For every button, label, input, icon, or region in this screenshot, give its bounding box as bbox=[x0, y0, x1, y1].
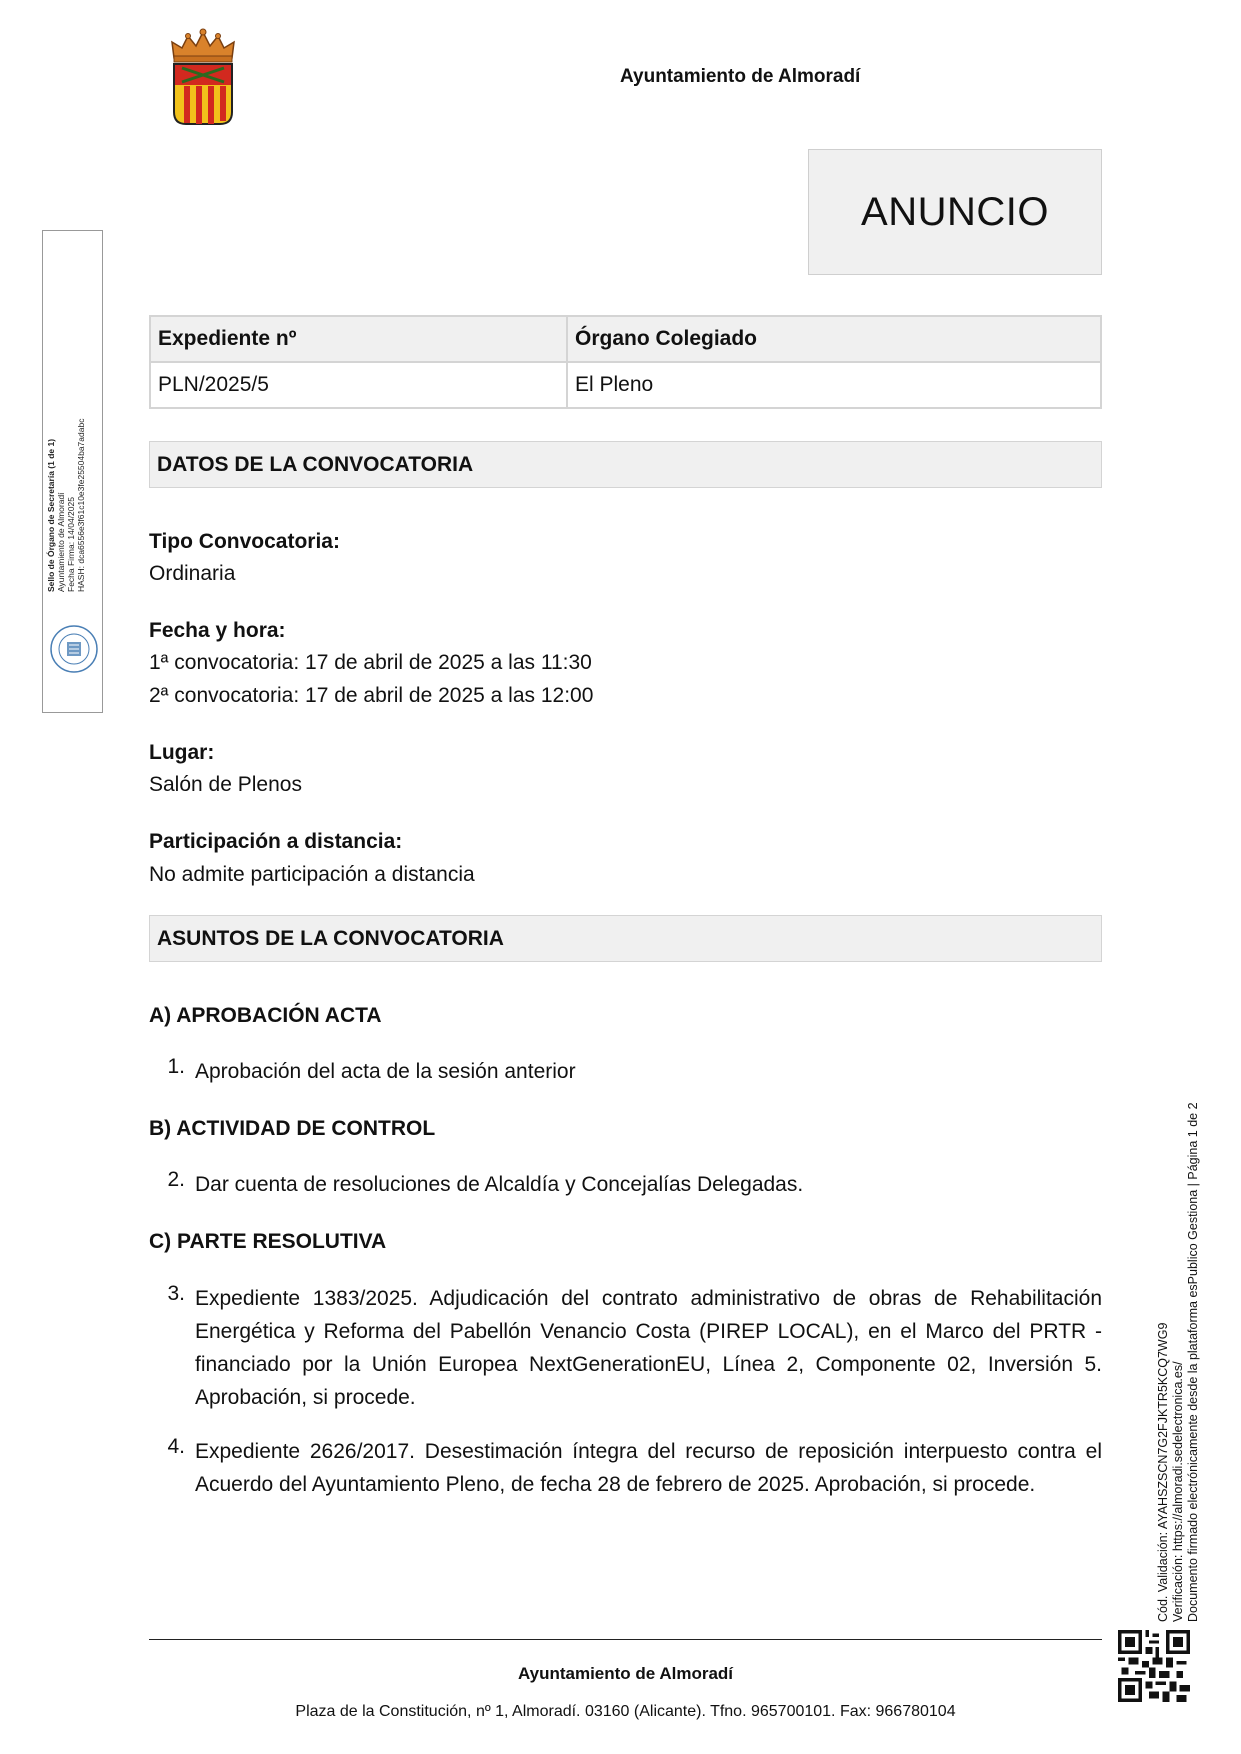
item-text: Dar cuenta de resoluciones de Alcaldía y Concejalías Delegadas. bbox=[195, 1173, 804, 1196]
fecha-first: 1ª convocatoria: 17 de abril de 2025 a las 11:30 bbox=[149, 651, 592, 674]
expediente-table bbox=[149, 315, 1102, 409]
seal-text bbox=[46, 372, 86, 592]
list-item bbox=[149, 1282, 1102, 1414]
seal-line-4: HASH: dca6556e3f61c10e3fe25504ba7adabc bbox=[76, 418, 86, 592]
group-heading-a: A) APROBACIÓN ACTA bbox=[149, 1004, 382, 1027]
item-text: Aprobación del acta de la sesión anterior bbox=[195, 1060, 576, 1083]
footer-organization: Ayuntamiento de Almoradí bbox=[517, 1664, 734, 1683]
fecha-second: 2ª convocatoria: 17 de abril de 2025 a las 12:00 bbox=[149, 684, 594, 707]
group-heading-b: B) ACTIVIDAD DE CONTROL bbox=[149, 1117, 436, 1140]
validation-text bbox=[1156, 1092, 1201, 1622]
list-item bbox=[149, 1435, 1102, 1501]
fecha-label: Fecha y hora: bbox=[149, 619, 286, 642]
item-text: Expediente 1383/2025. Adjudicación del contrato administrativo de obras de Rehabilitación Energética y Reforma del Pabellón Venancio Costa (PIREP LOCAL), en el Marco del PRTR - financiado por la Unión Europea NextGenerationEU, Línea 2, Componente 02, Inversión 5. Aprobación, si procede. bbox=[195, 1287, 1102, 1409]
item-number: 3. bbox=[167, 1282, 185, 1305]
list-item bbox=[149, 1168, 1102, 1201]
validation-note: Documento firmado electrónicamente desde la plataforma esPublico Gestiona | Página 1 de 2 bbox=[1186, 1102, 1200, 1622]
item-number: 1. bbox=[167, 1055, 185, 1078]
participacion-value: No admite participación a distancia bbox=[149, 863, 475, 886]
item-text: Expediente 2626/2017. Desestimación íntegra del recurso de reposición interpuesto contra el Acuerdo del Ayuntamiento Pleno, de fecha 28 de febrero de 2025. Aprobación, si procede. bbox=[195, 1440, 1102, 1496]
seal-line-3: Fecha Firma: 14/04/2025 bbox=[66, 497, 76, 592]
lugar-value: Salón de Plenos bbox=[149, 773, 302, 796]
item-number: 4. bbox=[167, 1435, 185, 1458]
expediente-value: PLN/2025/5 bbox=[150, 362, 567, 408]
seal-line-2: Ayuntamiento de Almoradí bbox=[56, 492, 66, 592]
footer-divider bbox=[149, 1639, 1102, 1640]
validation-code: Cód. Validación: AYAHSZSCN7G2FJKTR5KCQ7WG9 bbox=[1156, 1322, 1170, 1622]
table-header-row bbox=[150, 316, 1101, 362]
table-header-organo: Órgano Colegiado bbox=[567, 316, 1101, 362]
seal-line-1: Sello de Órgano de Secretaría (1 de 1) bbox=[46, 438, 56, 592]
anuncio-box bbox=[808, 149, 1102, 275]
organo-value: El Pleno bbox=[567, 362, 1101, 408]
participacion-label: Participación a distancia: bbox=[149, 830, 403, 853]
item-number: 2. bbox=[167, 1168, 185, 1191]
validation-url: Verificación: https://almoradi.sedelectronica.es/ bbox=[1171, 1361, 1185, 1622]
coat-of-arms-icon bbox=[168, 28, 238, 128]
document-title: ANUNCIO bbox=[861, 189, 1049, 234]
lugar-label: Lugar: bbox=[149, 741, 215, 764]
header-organization: Ayuntamiento de Almoradí bbox=[620, 66, 861, 87]
group-heading-c: C) PARTE RESOLUTIVA bbox=[149, 1230, 387, 1253]
asuntos-heading: ASUNTOS DE LA CONVOCATORIA bbox=[149, 915, 1102, 962]
table-row bbox=[150, 362, 1101, 408]
tipo-value: Ordinaria bbox=[149, 562, 236, 585]
table-header-expediente: Expediente nº bbox=[150, 316, 567, 362]
qr-code-icon bbox=[1118, 1630, 1190, 1702]
list-item bbox=[149, 1055, 1102, 1088]
footer-address: Plaza de la Constitución, nº 1, Almoradí. 03160 (Alicante). Tfno. 965700101. Fax: 966780104 bbox=[295, 1703, 956, 1720]
tipo-label: Tipo Convocatoria: bbox=[149, 530, 340, 553]
seal-stamp-icon bbox=[48, 623, 100, 675]
datos-heading: DATOS DE LA CONVOCATORIA bbox=[149, 441, 1102, 488]
